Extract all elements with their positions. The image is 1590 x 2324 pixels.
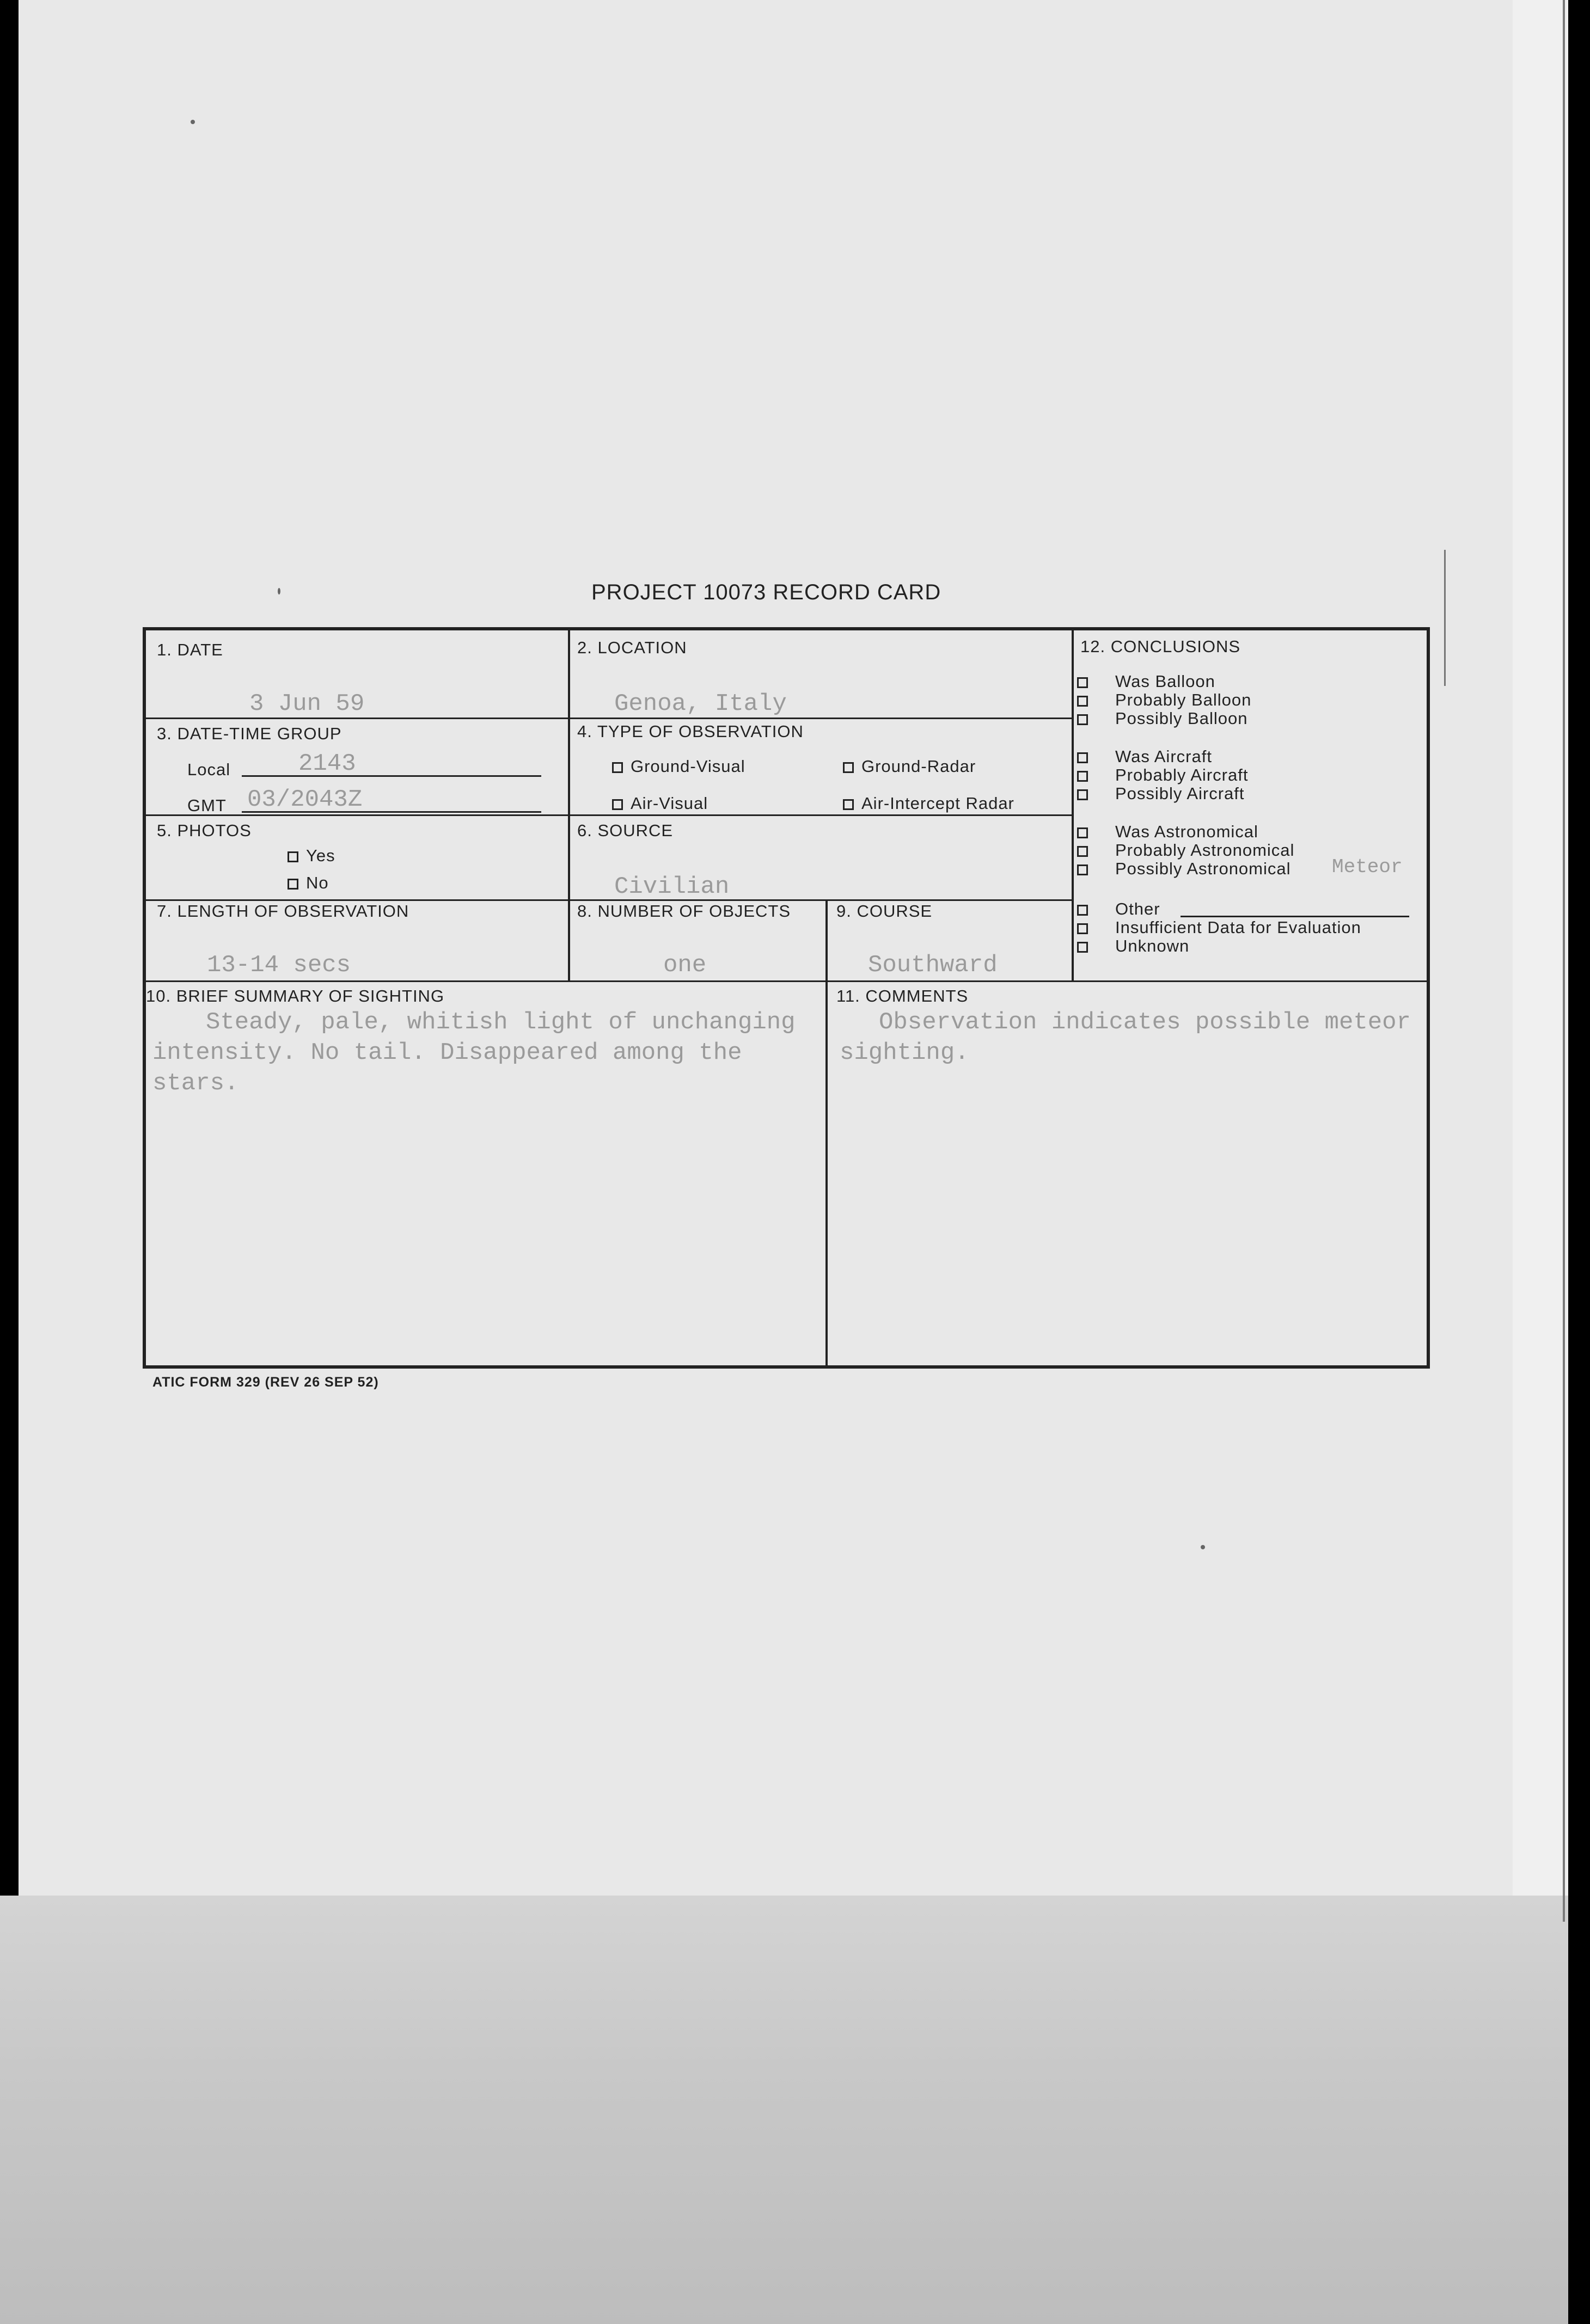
edge-mark <box>1444 550 1446 686</box>
checkbox-icon <box>1077 923 1088 934</box>
fold-line <box>1563 0 1565 1922</box>
conclusion-probably-balloon: Probably Balloon <box>1077 690 1251 710</box>
checkbox-icon <box>843 799 854 810</box>
checkbox-icon <box>612 762 623 773</box>
number-of-objects-label: 8. NUMBER OF OBJECTS <box>577 902 791 921</box>
location-value: Genoa, Italy <box>614 690 787 718</box>
divider <box>146 980 1427 982</box>
checkbox-icon <box>1077 771 1088 782</box>
divider <box>825 900 828 1369</box>
photos-option-no: No <box>288 873 329 893</box>
checkbox-icon <box>843 762 854 773</box>
checkbox-icon <box>1077 714 1088 725</box>
checkbox-icon <box>1077 696 1088 707</box>
conclusions-label: 12. CONCLUSIONS <box>1080 637 1241 656</box>
conclusion-probably-aircraft: Probably Aircraft <box>1077 765 1248 785</box>
possibly-astronomical-note: Meteor <box>1332 856 1403 878</box>
location-label: 2. LOCATION <box>577 638 687 657</box>
photos-option-yes: Yes <box>288 846 335 866</box>
length-of-observation-value: 13-14 secs <box>207 952 351 979</box>
photos-label: 5. PHOTOS <box>157 821 252 840</box>
type-of-observation-label: 4. TYPE OF OBSERVATION <box>577 722 804 741</box>
local-label: Local <box>187 760 231 779</box>
comments-line-2: sighting. <box>840 1039 969 1066</box>
checkbox-icon <box>1077 942 1088 953</box>
comments-line-1: Observation indicates possible meteor <box>879 1009 1411 1036</box>
summary-line-3: stars. <box>152 1070 239 1097</box>
option-ground-radar: Ground-Radar <box>843 757 976 776</box>
checkbox-icon <box>1077 827 1088 838</box>
form-id: ATIC FORM 329 (REV 26 SEP 52) <box>152 1375 379 1390</box>
date-label: 1. DATE <box>157 640 223 659</box>
summary-label: 10. BRIEF SUMMARY OF SIGHTING <box>146 986 445 1005</box>
paper-edge <box>1513 0 1568 1916</box>
divider <box>146 814 1073 816</box>
date-time-group-label: 3. DATE-TIME GROUP <box>157 724 342 743</box>
conclusion-possibly-balloon: Possibly Balloon <box>1077 709 1247 728</box>
checkbox-icon <box>1077 752 1088 763</box>
local-underline <box>242 775 541 777</box>
conclusion-probably-astronomical: Probably Astronomical <box>1077 841 1294 860</box>
option-ground-visual: Ground-Visual <box>612 757 745 776</box>
divider <box>146 899 1073 901</box>
conclusion-was-astronomical: Was Astronomical <box>1077 822 1258 842</box>
number-of-objects-value: one <box>663 952 707 979</box>
checkbox-icon <box>288 879 298 890</box>
record-card <box>143 627 1430 1369</box>
speck <box>278 588 280 594</box>
scanner-background <box>0 1896 1568 2324</box>
conclusion-other: Other <box>1077 899 1160 919</box>
option-air-intercept-radar: Air-Intercept Radar <box>843 794 1014 813</box>
checkbox-icon <box>1077 789 1088 800</box>
checkbox-icon <box>1077 846 1088 857</box>
divider <box>1072 630 1074 982</box>
option-air-visual: Air-Visual <box>612 794 708 813</box>
checkbox-icon <box>1077 677 1088 688</box>
divider <box>146 718 1073 719</box>
summary-line-1: Steady, pale, whitish light of unchanging <box>206 1009 796 1036</box>
checkbox-icon <box>1077 864 1088 875</box>
speck <box>1201 1545 1205 1549</box>
conclusion-was-balloon: Was Balloon <box>1077 672 1215 691</box>
length-of-observation-label: 7. LENGTH OF OBSERVATION <box>157 902 409 921</box>
course-label: 9. COURSE <box>836 902 933 921</box>
gmt-value: 03/2043Z <box>247 786 363 813</box>
checkbox-icon <box>612 799 623 810</box>
conclusion-insufficient-data: Insufficient Data for Evaluation <box>1077 918 1361 937</box>
comments-label: 11. COMMENTS <box>836 986 969 1005</box>
speck <box>191 120 195 124</box>
source-label: 6. SOURCE <box>577 821 674 840</box>
source-value: Civilian <box>614 873 730 900</box>
other-underline <box>1181 916 1409 917</box>
conclusion-possibly-astronomical: Possibly Astronomical <box>1077 859 1291 879</box>
conclusion-possibly-aircraft: Possibly Aircraft <box>1077 784 1245 804</box>
local-value: 2143 <box>298 750 356 777</box>
card-title: PROJECT 10073 RECORD CARD <box>591 580 941 604</box>
summary-line-2: intensity. No tail. Disappeared among the <box>152 1039 742 1066</box>
gmt-label: GMT <box>187 796 227 815</box>
date-value: 3 Jun 59 <box>249 690 365 718</box>
divider <box>568 630 570 982</box>
conclusion-unknown: Unknown <box>1077 936 1189 956</box>
course-value: Southward <box>868 952 998 979</box>
checkbox-icon <box>288 851 298 862</box>
checkbox-icon <box>1077 905 1088 916</box>
conclusion-was-aircraft: Was Aircraft <box>1077 747 1212 767</box>
